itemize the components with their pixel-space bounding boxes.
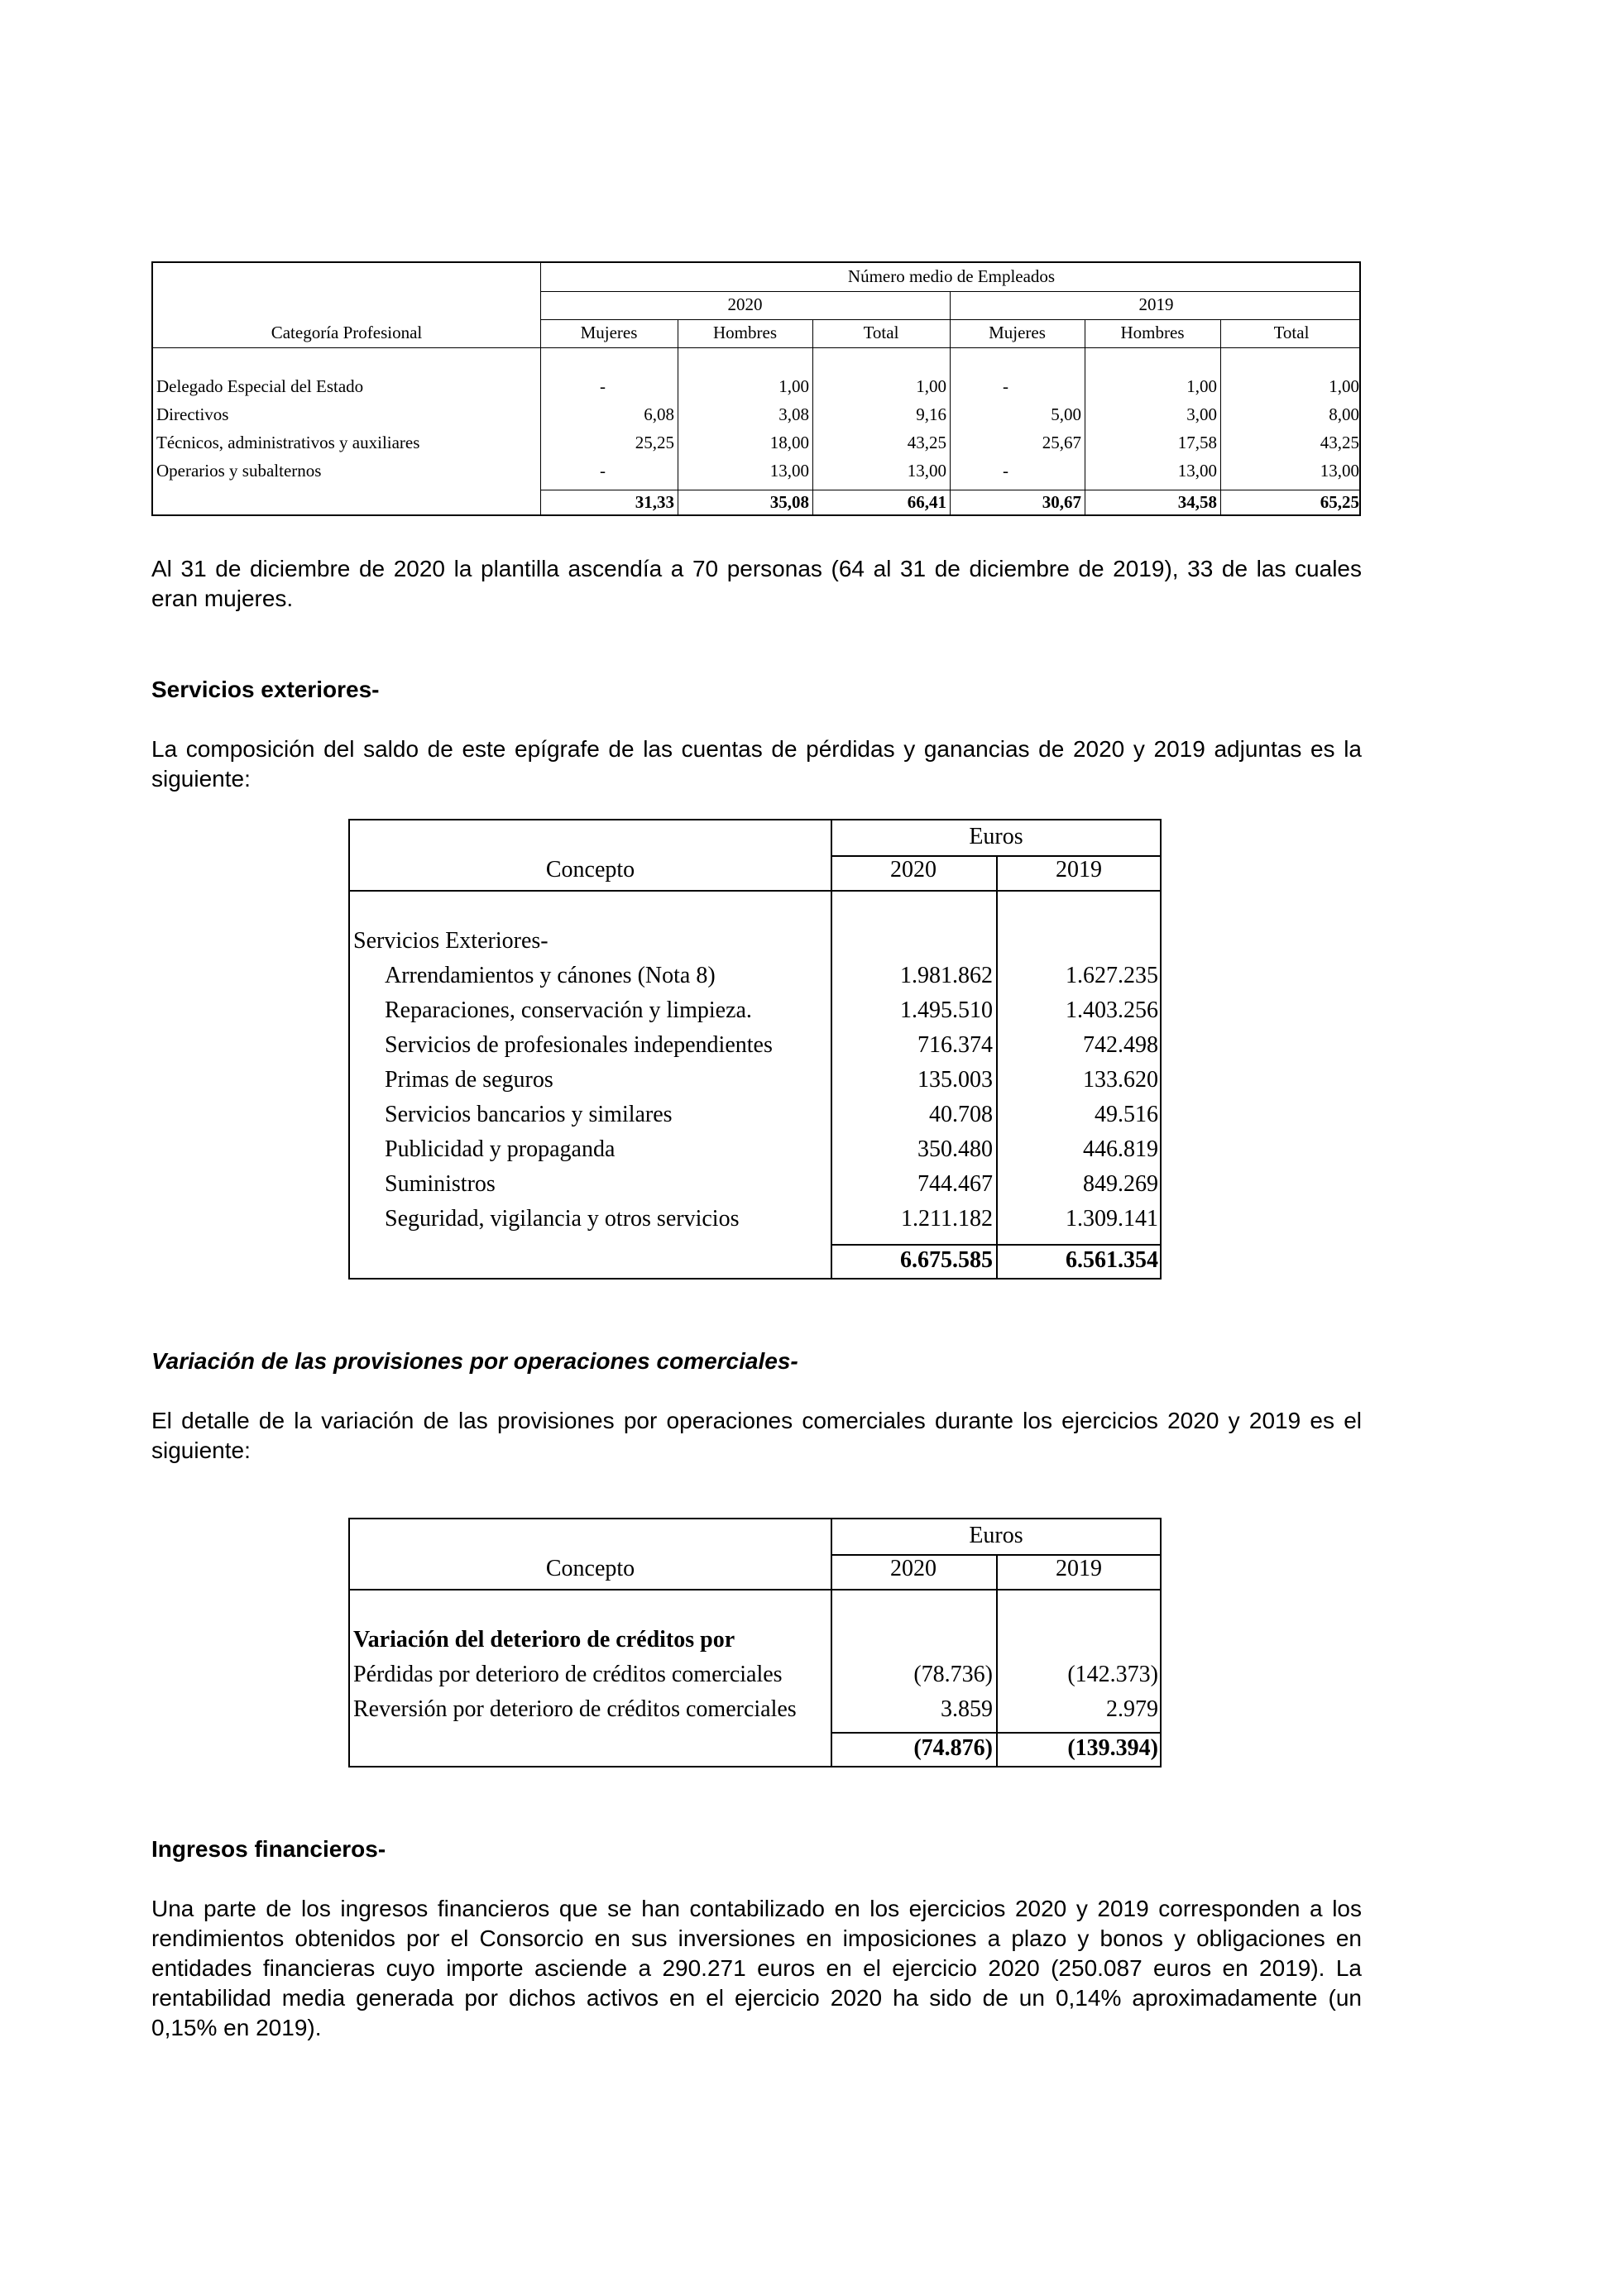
concept-header: Concepto [545, 857, 635, 883]
row-label: Primas de seguros [385, 1067, 553, 1093]
year-header-2019: 2019 [1138, 294, 1174, 314]
paragraph-servicios: La composición del saldo de este epígrafe de las cuentas de pérdidas y ganancias de 2020 y 2019 adjuntas es la siguiente: [151, 736, 1362, 792]
total-cell: 35,08 [769, 492, 809, 512]
table-cell: 3,00 [1186, 404, 1217, 424]
table-cell: 446.819 [1083, 1136, 1158, 1162]
row-label: Servicios bancarios y similares [385, 1102, 673, 1127]
table-cell: 3.859 [941, 1696, 993, 1722]
paragraph-ingresos: Una parte de los ingresos financieros que se han contabilizado en los ejercicios 2020 y 2019 corresponden a los rendimientos obtenidos por el Consorcio en sus inversiones en imposiciones a plazo y bonos y obligaciones en entidades financieras cuyo importe asciende a 290.271 euros en el ejercicio 2020 (250.087 euros en 2019). La rentabilidad media generada por dichos activos en el ejercicio 2020 ha sido de un 0,14% aproximadamente (un 0,15% en 2019). [151, 1896, 1362, 2040]
table-cell: 40.708 [929, 1102, 993, 1127]
year-header-2020: 2020 [890, 1556, 937, 1581]
table-cell: 1.403.256 [1066, 997, 1158, 1023]
table-cell: - [1003, 461, 1008, 481]
col-header: Mujeres [580, 323, 638, 342]
table-cell: 1,00 [1329, 376, 1359, 396]
employees-table [151, 261, 1361, 516]
table-cell: 8,00 [1329, 404, 1359, 424]
table-cell: 13,00 [769, 461, 809, 481]
paragraph-staff: Al 31 de diciembre de 2020 la plantilla ascendía a 70 personas (64 al 31 de diciembre de 2019), 33 de las cuales eran mujeres. [151, 556, 1362, 611]
total-cell: 66,41 [907, 492, 946, 512]
table-cell: 744.467 [917, 1171, 993, 1197]
total-cell: (139.394) [1067, 1735, 1158, 1761]
total-cell: (74.876) [913, 1735, 993, 1761]
euros-header: Euros [969, 1523, 1023, 1548]
table-cell: 9,16 [916, 404, 946, 424]
total-cell: 34,58 [1177, 492, 1217, 512]
table-cell: 49.516 [1095, 1102, 1158, 1127]
table-cell: 25,67 [1042, 433, 1081, 452]
row-label: Pérdidas por deterioro de créditos comerciales [353, 1662, 783, 1687]
table-cell: 135.003 [917, 1067, 993, 1093]
section-label: Variación del deterioro de créditos por [353, 1627, 735, 1653]
table-cell: 17,58 [1177, 433, 1217, 452]
table-cell: 43,25 [1320, 433, 1359, 452]
table-cell: 1,00 [916, 376, 946, 396]
year-header-2019: 2019 [1056, 1556, 1102, 1581]
heading-ingresos: Ingresos financieros- [151, 1836, 386, 1862]
table-cell: 2.979 [1106, 1696, 1158, 1722]
super-header: Número medio de Empleados [847, 266, 1056, 286]
total-cell: 31,33 [635, 492, 674, 512]
table-cell: - [600, 461, 606, 481]
total-cell: 6.675.585 [900, 1247, 993, 1273]
table-cell: 6,08 [644, 404, 674, 424]
table-cell: 1.627.235 [1066, 963, 1158, 988]
table-cell: 1.211.182 [901, 1206, 993, 1232]
row-label: Servicios de profesionales independientes [385, 1032, 773, 1058]
col-header: Hombres [713, 323, 777, 342]
table-cell: 350.480 [917, 1136, 993, 1162]
provisiones-table [348, 1518, 1162, 1767]
table-cell: 1.981.862 [900, 963, 993, 988]
table-cell: 13,00 [1177, 461, 1217, 481]
col-header: Total [863, 323, 899, 342]
row-label: Reparaciones, conservación y limpieza. [385, 997, 752, 1023]
table-cell: 13,00 [907, 461, 946, 481]
total-cell: 6.561.354 [1066, 1247, 1158, 1273]
concept-header: Concepto [545, 1556, 635, 1581]
year-header-2019: 2019 [1056, 857, 1102, 883]
table-divider [350, 890, 1160, 892]
row-label: Seguridad, vigilancia y otros servicios [385, 1206, 740, 1232]
paragraph-provisiones: El detalle de la variación de las provisiones por operaciones comerciales durante los ejercicios 2020 y 2019 es el siguiente: [151, 1408, 1362, 1463]
total-cell: 30,67 [1042, 492, 1081, 512]
table-cell: - [1003, 376, 1008, 396]
row-label: Operarios y subalternos [156, 461, 322, 481]
table-cell: 742.498 [1083, 1032, 1158, 1058]
table-cell: 849.269 [1083, 1171, 1158, 1197]
row-label: Técnicos, administrativos y auxiliares [156, 433, 420, 452]
table-cell: 133.620 [1083, 1067, 1158, 1093]
euros-header: Euros [969, 824, 1023, 849]
total-cell: 65,25 [1320, 492, 1359, 512]
table-cell: 1.495.510 [900, 997, 993, 1023]
table-cell: (78.736) [913, 1662, 993, 1687]
table-cell: 1,00 [1186, 376, 1217, 396]
servicios-table [348, 819, 1162, 1280]
heading-servicios: Servicios exteriores- [151, 677, 380, 702]
table-cell: - [600, 376, 606, 396]
row-label: Directivos [156, 404, 229, 424]
col-header: Mujeres [989, 323, 1046, 342]
row-label: Reversión por deterioro de créditos comerciales [353, 1696, 797, 1722]
table-cell: 18,00 [769, 433, 809, 452]
col-header: Hombres [1120, 323, 1185, 342]
row-label: Delegado Especial del Estado [156, 376, 364, 396]
table-cell: 25,25 [635, 433, 674, 452]
table-cell: 716.374 [917, 1032, 993, 1058]
table-divider [153, 347, 1359, 348]
category-header: Categoría Profesional [271, 323, 423, 342]
table-cell: (142.373) [1067, 1662, 1158, 1687]
heading-provisiones: Variación de las provisiones por operaciones comerciales- [151, 1348, 798, 1374]
table-cell: 13,00 [1320, 461, 1359, 481]
table-cell: 1,00 [778, 376, 809, 396]
col-header: Total [1273, 323, 1310, 342]
table-cell: 5,00 [1051, 404, 1081, 424]
table-cell: 43,25 [907, 433, 946, 452]
table-divider [350, 1589, 1160, 1590]
year-header-2020: 2020 [890, 857, 937, 883]
table-cell: 3,08 [778, 404, 809, 424]
row-label: Arrendamientos y cánones (Nota 8) [385, 963, 716, 988]
row-label: Publicidad y propaganda [385, 1136, 616, 1162]
year-header-2020: 2020 [727, 294, 763, 314]
table-cell: 1.309.141 [1066, 1206, 1158, 1232]
section-label: Servicios Exteriores- [353, 928, 549, 954]
row-label: Suministros [385, 1171, 496, 1197]
